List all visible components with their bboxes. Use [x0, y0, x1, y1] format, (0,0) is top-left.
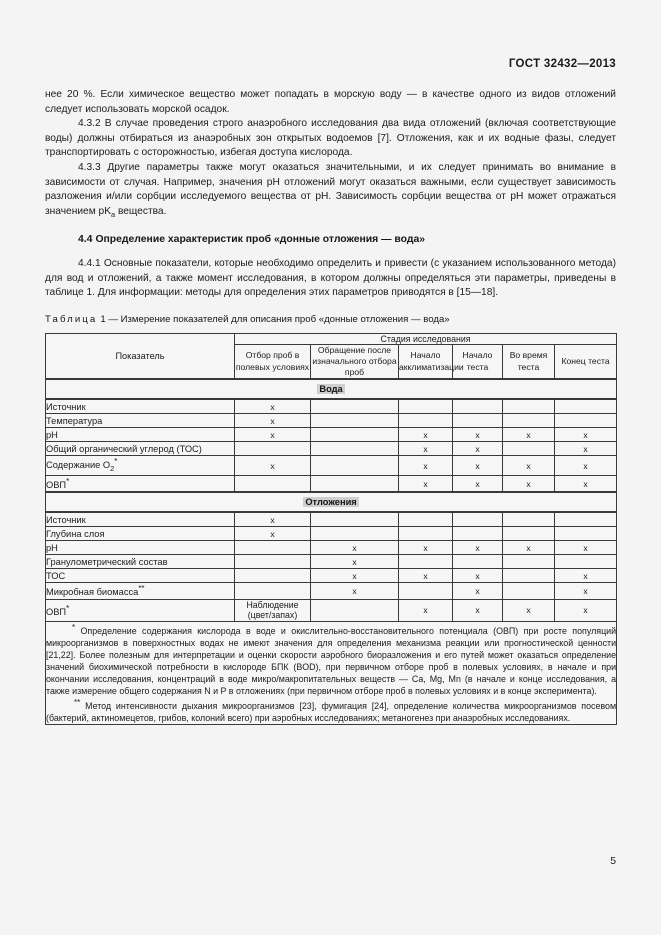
cell-mark [453, 399, 503, 414]
section-label-water: Вода [319, 384, 343, 395]
cell-mark [311, 456, 399, 476]
row-label [46, 456, 235, 476]
cell-mark: x [555, 456, 617, 476]
cell-mark [555, 555, 617, 569]
cell-mark [399, 512, 453, 527]
section-row-water [46, 379, 617, 399]
section-label-sediments-cell [46, 492, 617, 512]
cell-mark [399, 414, 453, 428]
cell-mark [503, 583, 555, 599]
row-label: pH [46, 428, 235, 442]
cell-mark [311, 512, 399, 527]
cell-mark: x [555, 442, 617, 456]
cell-mark [311, 399, 399, 414]
cell-mark [555, 512, 617, 527]
oxygen-subscript: 2 [110, 464, 115, 474]
cell-mark [503, 414, 555, 428]
row-label: Источник [46, 399, 235, 414]
cell-mark [453, 527, 503, 541]
row-label: Глубина слоя [46, 527, 235, 541]
cell-mark [453, 555, 503, 569]
table-caption-text: — Измерение показателей для описания проб «донные отложения — вода» [108, 313, 450, 325]
cell-mark: x [235, 414, 311, 428]
cell-mark [311, 527, 399, 541]
cell-mark: x [453, 442, 503, 456]
cell-mark [235, 555, 311, 569]
cell-mark [555, 414, 617, 428]
cell-mark [555, 399, 617, 414]
cell-mark: x [503, 476, 555, 493]
cell-mark: x [503, 599, 555, 621]
cell-mark [235, 541, 311, 555]
row-label [46, 599, 235, 621]
cell-mark: x [399, 541, 453, 555]
header-col-test-end: Конец теста [555, 344, 617, 379]
cell-mark [311, 428, 399, 442]
cell-mark: x [453, 583, 503, 599]
cell-mark: x [453, 569, 503, 583]
table-notes-cell [46, 621, 617, 725]
table-row [46, 428, 617, 442]
table-body [46, 379, 617, 725]
header-col-post-sampling-handling: Обращение после изначального отбора проб [311, 344, 399, 379]
table-row [46, 583, 617, 599]
table-row [46, 456, 617, 476]
cell-mark: x [453, 541, 503, 555]
table-row [46, 512, 617, 527]
cell-observation: Наблюдение (цвет/запах) [235, 599, 311, 621]
header-col-acclimation-start: Начало акклиматизации [399, 344, 453, 379]
cell-mark [311, 414, 399, 428]
cell-mark [235, 583, 311, 599]
cell-mark [235, 442, 311, 456]
table-row [46, 414, 617, 428]
cell-mark [311, 599, 399, 621]
cell-mark: x [503, 428, 555, 442]
table-row [46, 569, 617, 583]
header-col-during-test: Во время теста [503, 344, 555, 379]
cell-mark [453, 512, 503, 527]
row-label-text: ОВП [46, 606, 67, 617]
cell-mark: x [453, 476, 503, 493]
cell-mark: x [453, 599, 503, 621]
cell-mark: x [555, 428, 617, 442]
standard-header: ГОСТ 32432—2013 [508, 58, 616, 70]
row-label-text: Содержание O [46, 460, 111, 471]
footnote-2-text: Метод интенсивности дыхания микроорганизмов [23], фумигация [24], определение количества микроорганизмов посевом (бактерий, актиномецетов, грибов, колоний всего) при аэробных исследованиях; метаногенез при анаэробных исследованиях. [46, 701, 617, 724]
cell-mark [503, 399, 555, 414]
row-label [46, 583, 235, 599]
cell-mark: x [399, 476, 453, 493]
cell-mark: x [503, 456, 555, 476]
footnote-2 [46, 697, 616, 724]
cell-mark: x [311, 555, 399, 569]
cell-mark [399, 583, 453, 599]
cell-mark [235, 476, 311, 493]
footnote-marker: * [66, 477, 70, 487]
row-label: Общий органический углерод (ТОС) [46, 442, 235, 456]
row-label: Температура [46, 414, 235, 428]
section-row-sediments [46, 492, 617, 512]
cell-mark: x [453, 456, 503, 476]
cell-mark: x [399, 569, 453, 583]
table-row [46, 399, 617, 414]
footnote-1 [46, 622, 616, 698]
heading-4-4-title: Определение характеристик проб «донные отложения — вода» [95, 234, 426, 246]
footnote-2-marker: ** [74, 698, 81, 708]
table-header-group-row [46, 333, 617, 344]
row-label [46, 476, 235, 493]
cell-mark: x [235, 399, 311, 414]
cell-mark: x [311, 569, 399, 583]
cell-mark [503, 569, 555, 583]
pka-subscript: a [111, 209, 116, 219]
table-caption-word: Таблица [45, 313, 98, 325]
paragraph-continuation: нее 20 %. Если химическое вещество может попадать в морскую воду — в качестве одного из видов отложений следует использовать морской осадок. [45, 89, 616, 115]
footnote-marker: * [66, 603, 70, 613]
cell-mark: x [235, 512, 311, 527]
cell-mark [555, 527, 617, 541]
cell-mark [399, 399, 453, 414]
cell-mark [399, 527, 453, 541]
cell-mark: x [555, 569, 617, 583]
cell-mark [503, 527, 555, 541]
table-row [46, 442, 617, 456]
row-label: Гранулометрический состав [46, 555, 235, 569]
table-head [46, 333, 617, 379]
cell-mark: x [235, 456, 311, 476]
cell-mark: x [453, 428, 503, 442]
table-row [46, 541, 617, 555]
table-row [46, 476, 617, 493]
row-label-text: ОВП [46, 480, 67, 491]
heading-4-4-number: 4.4 [78, 234, 93, 246]
header-stage-group: Стадия исследования [235, 333, 617, 344]
cell-mark [453, 414, 503, 428]
heading-4-4 [45, 222, 616, 257]
cell-mark: x [555, 476, 617, 493]
paragraph-4-4-1: 4.4.1 Основные показатели, которые необходимо определить и привести (с указанием использованного метода) для вод и отложений, а также момент исследования, в котором должны определяться эти параметры, приведены в таблице 1. Для информации: методы для определения этих параметров приводятся в [15—18]. [45, 257, 616, 299]
paragraph-4-3-3-text-a: 4.3.3 Другие параметры также могут оказаться значительными, и их следует принимать во внимание в зависимости от случая. Например, значения pH отложений могут оказаться важными, если существует зависимость разложения и/или сорбции исследуемого вещества от pH. Зависимость сорбции вещества от pH может отражаться значением pK [45, 161, 616, 217]
cell-mark: x [311, 541, 399, 555]
document-body [45, 88, 616, 725]
paragraph-4-3-3 [45, 161, 616, 222]
table-row [46, 527, 617, 541]
header-col-field-sampling: Отбор проб в полевых условиях [235, 344, 311, 379]
cell-mark: x [235, 527, 311, 541]
footnote-marker: ** [138, 584, 145, 594]
table-row [46, 599, 617, 621]
cell-mark: x [399, 442, 453, 456]
row-label: ТОС [46, 569, 235, 583]
cell-mark [399, 555, 453, 569]
cell-mark [235, 569, 311, 583]
footnote-marker: * [114, 457, 118, 467]
cell-mark: x [555, 583, 617, 599]
section-label-water-cell [46, 379, 617, 399]
cell-mark [503, 555, 555, 569]
row-label-text: Микробная биомасса [46, 587, 139, 598]
cell-mark [503, 442, 555, 456]
row-label: Источник [46, 512, 235, 527]
cell-mark: x [555, 599, 617, 621]
measurement-table [45, 333, 617, 726]
paragraph-4-3-2: 4.3.2 В случае проведения строго анаэробного исследования два вида отложений (включая соответствующие воды) должны отбираться из анаэробных зон открытых водоемов [7]. Отложения, как и их водные фазы, следует транспортировать с осторожностью, избегая доступа кислорода. [45, 118, 616, 159]
paragraph-4-3-3-text-b: вещества. [115, 205, 167, 217]
footnote-1-marker: * [72, 622, 76, 632]
header-col-test-start: Начало теста [453, 344, 503, 379]
cell-mark: x [399, 428, 453, 442]
page-number: 5 [610, 856, 616, 867]
table-row [46, 555, 617, 569]
cell-mark [311, 442, 399, 456]
cell-mark: x [555, 541, 617, 555]
table-notes-row [46, 621, 617, 725]
cell-mark [503, 512, 555, 527]
cell-mark: x [399, 456, 453, 476]
row-label: pH [46, 541, 235, 555]
footnote-1-text: Определение содержания кислорода в воде и окислительно-восстановительного потенциала (ОВП) при росте популяций микроорганизмов в поверхностных водах не имеют значения для определения механизма реакции или прогностической ценности [21,22]. Более полезным для интерпретации и оценки скорости аэробного биоразложения и его путей может оказаться определение значений биохимической потребности в кислороде БПК (BOD), при первичном отборе проб в полевых условиях, в начале и при окончании исследования, концентраций в воде микро/макропитательных веществ — Ca, Mg, Mn (в начале и конце исследования, а также измерение общего содержания N и P в отложениях (при первичном отборе проб в полевых условиях и в конце эксперимента). [46, 625, 617, 697]
cell-mark: x [311, 583, 399, 599]
section-label-sediments: Отложения [305, 497, 357, 508]
cell-mark: x [503, 541, 555, 555]
header-parameter: Показатель [46, 333, 235, 379]
cell-mark: x [235, 428, 311, 442]
table-caption-number: 1 [100, 313, 106, 325]
cell-mark: x [399, 599, 453, 621]
cell-mark [311, 476, 399, 493]
table-caption [45, 301, 616, 333]
